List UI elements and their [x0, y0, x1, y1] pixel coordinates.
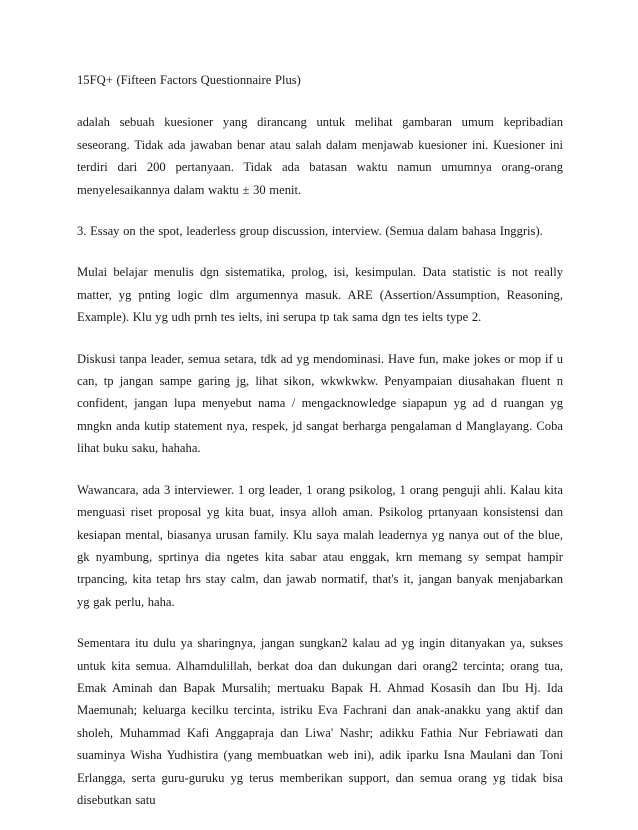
- paragraph-group-discussion: Diskusi tanpa leader, semua setara, tdk ad yg mendominasi. Have fun, make jokes or mop if u can, tp jangan sampe garing jg, lihat sikon, wkwkwkw. Penyampaian diusahakan fluent n confident, jangan lupa menyebut nama / mengacknowledge siapapun yg ad d ruangan yg mngkn anda kutip statement nya, respek, jd sangat berharga pengalaman d Manglayang. Coba lihat buku saku, hahaha.: [77, 351, 563, 456]
- paragraph-essay-tips: Mulai belajar menulis dgn sistematika, prolog, isi, kesimpulan. Data statistic is not really matter, yg pnting logic dlm argumennya masuk. ARE (Assertion/Assumption, Reasoning, Example). Klu yg udh prnh tes ielts, ini serupa tp tak sama dgn tes ielts type 2.: [77, 265, 563, 325]
- document-body: [77, 69, 563, 830]
- paragraph-essay-discussion-interview: 3. Essay on the spot, leaderless group discussion, interview. (Semua dalam bahasa Inggris).: [77, 224, 543, 239]
- paragraph-closing-thanks: Sementara itu dulu ya sharingnya, jangan sungkan2 kalau ad yg ingin ditanyakan ya, sukses untuk kita semua. Alhamdulillah, berkat doa dan dukungan dari orang2 tercinta; orang tua, Emak Aminah dan Bapak Mursalih; mertuaku Bapak H. Ahmad Kosasih dan Ibu Hj. Ida Maemunah; keluarga kecilku tercinta, istriku Eva Fachrani dan anak-anakku yang aktif dan sholeh, Muhammad Kafi Anggapraja dan Liwa' Nashr; adikku Fathia Nur Febriawati dan suaminya Wisha Yudhistira (yang membuatkan web ini), adik iparku Isna Maulani dan Toni Erlangga, serta guru-guruku yg terus memberikan support, dan semua orang yg tidak bisa disebutkan satu: [77, 636, 563, 807]
- paragraph-interview: Wawancara, ada 3 interviewer. 1 org leader, 1 orang psikolog, 1 orang penguji ahli. Kalau kita menguasi riset proposal yg kita buat, insya alloh aman. Psikolog prtanyaan konsistensi dan kesiapan mental, biasanya urusan family. Klu saya malah leadernya yg nanya out of the blue, gk nyambung, sprtinya dia ngetes kita sabar atau enggak, krn memang sy sempat hampir trpancing, kita tetap hrs stay calm, dan jawab normatif, that's it, jangan banyak menjabarkan yg gak perlu, haha.: [77, 482, 563, 609]
- paragraph-15fq-description: adalah sebuah kuesioner yang dirancang untuk melihat gambaran umum kepribadian seseorang. Tidak ada jawaban benar atau salah dalam menjawab kuesioner ini. Kuesioner ini terdiri dari 200 pertanyaan. Tidak ada batasan waktu namun umumnya orang-orang menyelesaikannya dalam waktu ± 30 menit.: [77, 115, 563, 197]
- document-heading: 15FQ+ (Fifteen Factors Questionnaire Plus): [77, 73, 301, 87]
